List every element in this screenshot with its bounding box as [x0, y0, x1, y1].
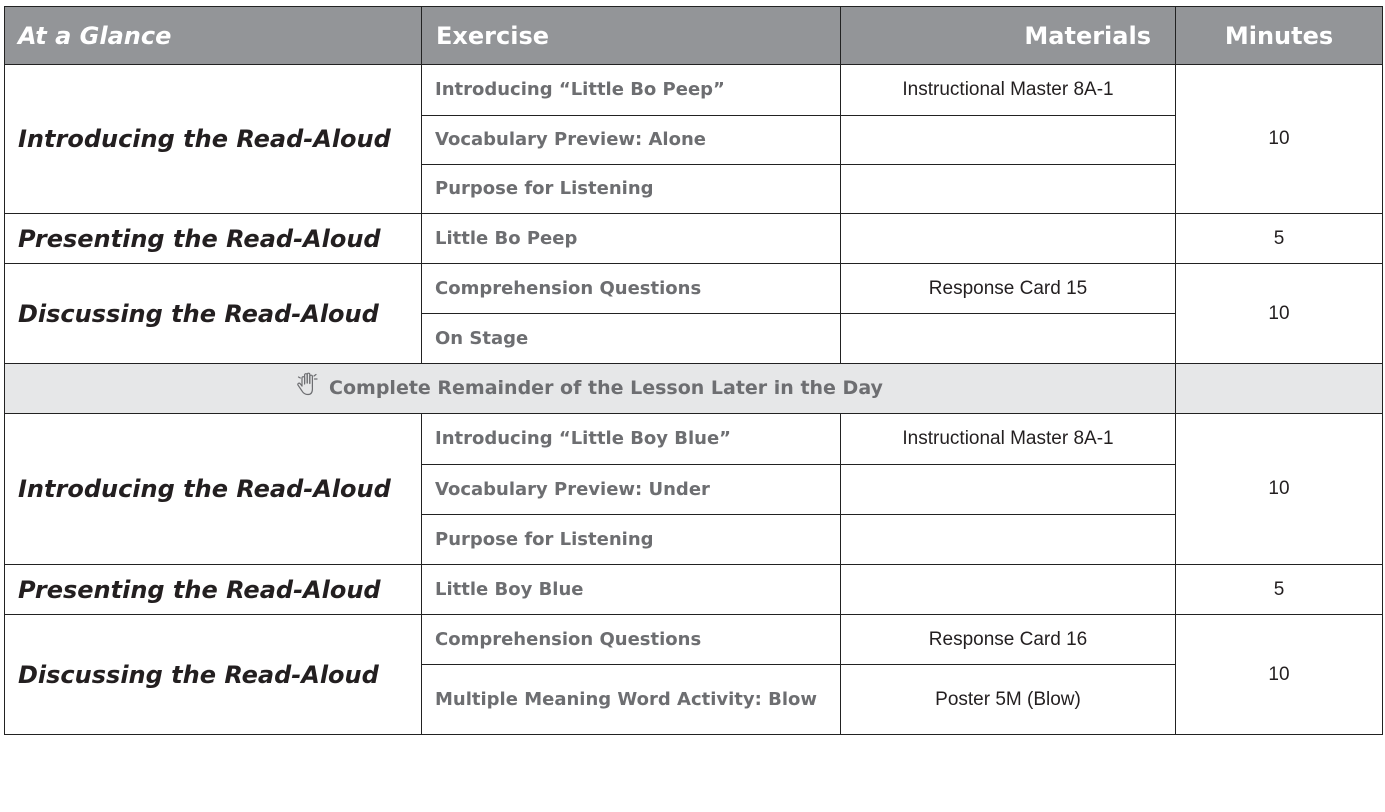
- divider-minutes-cell: [1176, 364, 1383, 414]
- material-cell: [841, 214, 1176, 264]
- section-label: Presenting the Read-Aloud: [5, 214, 422, 264]
- table-row: [5, 615, 1383, 665]
- material-cell: [841, 565, 1176, 615]
- header-materials: Materials: [841, 7, 1176, 65]
- section-label: Discussing the Read-Aloud: [5, 264, 422, 364]
- exercise-cell: Introducing “Little Boy Blue”: [422, 414, 841, 465]
- divider-row: [5, 364, 1383, 414]
- material-cell: Response Card 15: [841, 264, 1176, 314]
- material-cell: [841, 515, 1176, 565]
- material-cell: Instructional Master 8A-1: [841, 414, 1176, 465]
- minutes-cell: 10: [1176, 264, 1383, 364]
- table-row: [5, 214, 1383, 264]
- divider-cell: [5, 364, 1176, 414]
- minutes-cell: 10: [1176, 615, 1383, 735]
- exercise-cell: Comprehension Questions: [422, 615, 841, 665]
- exercise-cell: Purpose for Listening: [422, 165, 841, 214]
- exercise-cell: Vocabulary Preview: Under: [422, 465, 841, 515]
- exercise-cell: Comprehension Questions: [422, 264, 841, 314]
- header-exercise: Exercise: [422, 7, 841, 65]
- material-cell: Poster 5M (Blow): [841, 665, 1176, 735]
- minutes-cell: 5: [1176, 214, 1383, 264]
- material-cell: [841, 116, 1176, 165]
- table-row: [5, 565, 1383, 615]
- minutes-cell: 10: [1176, 65, 1383, 214]
- section-label: Introducing the Read-Aloud: [5, 65, 422, 214]
- exercise-cell: Little Bo Peep: [422, 214, 841, 264]
- exercise-cell: Introducing “Little Bo Peep”: [422, 65, 841, 116]
- header-minutes: Minutes: [1176, 7, 1383, 65]
- header-row: [5, 7, 1383, 65]
- exercise-cell: On Stage: [422, 314, 841, 364]
- material-cell: [841, 314, 1176, 364]
- exercise-cell: Little Boy Blue: [422, 565, 841, 615]
- header-at-a-glance: At a Glance: [5, 7, 422, 65]
- table-row: [5, 414, 1383, 465]
- at-a-glance-table: [4, 6, 1383, 735]
- section-label: Introducing the Read-Aloud: [5, 414, 422, 565]
- raised-hand-icon: [297, 372, 319, 401]
- material-cell: Response Card 16: [841, 615, 1176, 665]
- minutes-cell: 10: [1176, 414, 1383, 565]
- minutes-cell: 5: [1176, 565, 1383, 615]
- material-cell: [841, 465, 1176, 515]
- material-cell: [841, 165, 1176, 214]
- divider-text: Complete Remainder of the Lesson Later in the Day: [329, 377, 883, 399]
- exercise-cell: Purpose for Listening: [422, 515, 841, 565]
- table-row: [5, 65, 1383, 116]
- table-row: [5, 264, 1383, 314]
- section-label: Discussing the Read-Aloud: [5, 615, 422, 735]
- exercise-cell: Multiple Meaning Word Activity: Blow: [422, 665, 841, 735]
- section-label: Presenting the Read-Aloud: [5, 565, 422, 615]
- exercise-cell: Vocabulary Preview: Alone: [422, 116, 841, 165]
- material-cell: Instructional Master 8A-1: [841, 65, 1176, 116]
